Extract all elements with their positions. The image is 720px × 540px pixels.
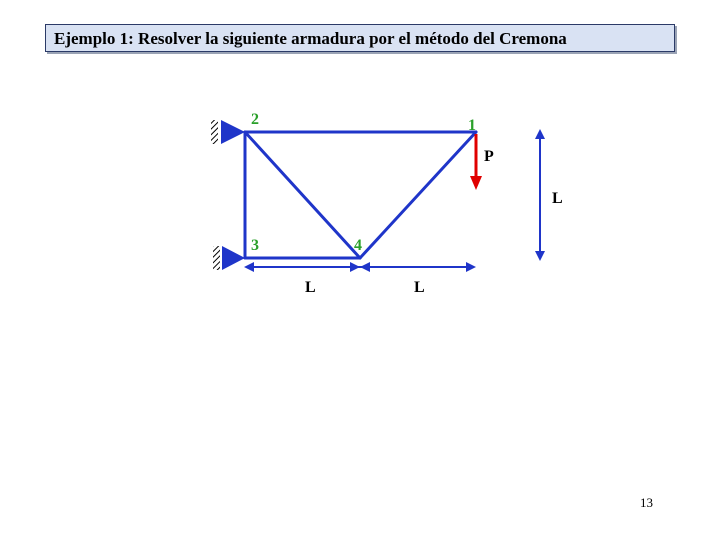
support-top-triangle: [221, 120, 245, 144]
horizontal-dimension-arrow-mid-left: [350, 262, 360, 272]
dimension-label-left: L: [305, 279, 316, 296]
vertical-dimension-arrow-top: [535, 129, 545, 139]
horizontal-dimension-arrow-right: [466, 262, 476, 272]
dimension-label-vertical: L: [552, 190, 563, 207]
support-bottom-triangle: [222, 246, 245, 270]
node-label-3: 3: [251, 237, 259, 254]
member-2-4: [245, 132, 360, 258]
load-label: P: [484, 148, 494, 165]
load-arrow: [470, 134, 482, 190]
node-label-4: 4: [354, 237, 362, 254]
member-1-4: [360, 132, 476, 258]
load-arrowhead: [470, 176, 482, 190]
horizontal-dimension-arrow-mid-right: [360, 262, 370, 272]
node-label-1: 1: [468, 117, 476, 134]
support-bottom-hatch: [213, 246, 220, 270]
support-top-left: [211, 120, 245, 144]
node-label-2: 2: [251, 111, 259, 128]
vertical-dimension-arrow-bottom: [535, 251, 545, 261]
vertical-dimension: [535, 129, 545, 261]
page-number: 13: [640, 495, 653, 510]
slide-title: Ejemplo 1: Resolver la siguiente armadura por el método del Cremona: [45, 24, 675, 52]
dimension-label-right: L: [414, 279, 425, 296]
horizontal-dimension: [244, 262, 476, 272]
support-bottom-left: [213, 246, 245, 270]
support-top-hatch: [211, 120, 218, 144]
horizontal-dimension-arrow-left: [244, 262, 254, 272]
